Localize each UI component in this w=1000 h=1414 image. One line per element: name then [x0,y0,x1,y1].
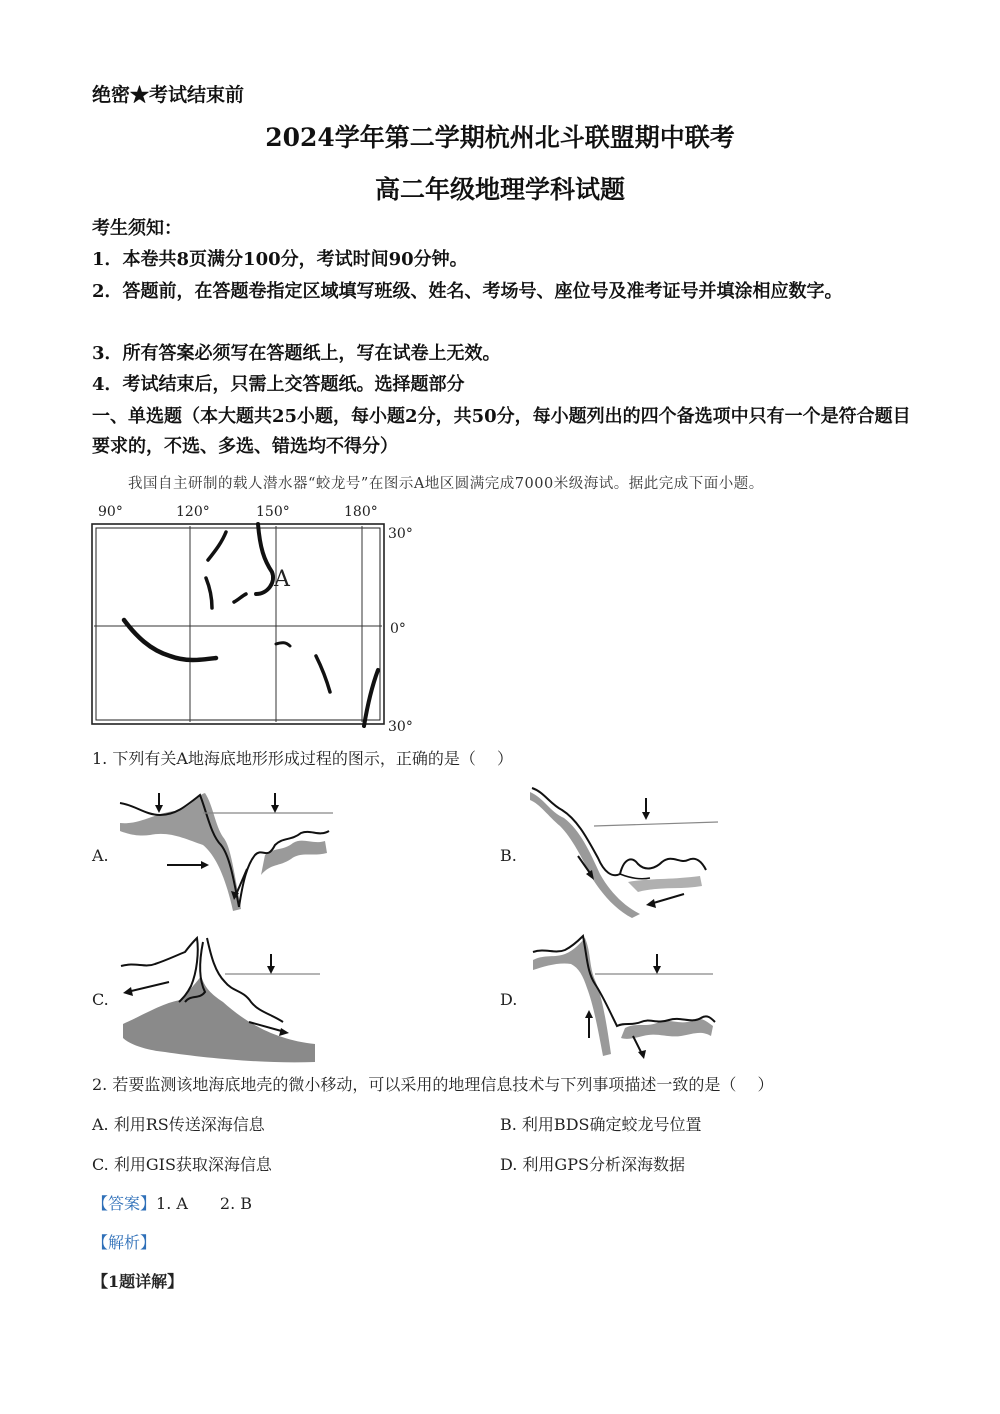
section-heading: 一、单选题（本大题共25小题，每小题2分，共50分，每小题列出的四个备选项中只有一个是符合题目要求的，不选、多选、错选均不得分） [92,406,911,457]
exam-title: 2024学年第二学期杭州北斗联盟期中联考 [265,123,735,152]
q2-option-a[interactable]: A. 利用RS传送深海信息 [92,1115,265,1134]
exam-subtitle: 高二年级地理学科试题 [374,175,625,204]
q1-option-b-label[interactable]: B. [500,846,517,865]
q1-option-a-diagram[interactable] [115,785,340,915]
trench-map [88,498,428,740]
notice-item-2: 2．答题前，在答题卷指定区域填写班级、姓名、考场号、座位号及准考证号并填涂相应数字。 [92,281,843,302]
lon-label-150: 150° [256,504,290,520]
q1-option-c-label[interactable]: C. [92,990,109,1009]
q2-option-b[interactable]: B. 利用BDS确定蛟龙号位置 [500,1115,702,1134]
analysis-label: 【解析】 [92,1233,157,1252]
question-intro: 我国自主研制的载人潜水器“蛟龙号”在图示A地区圆满完成7000米级海试。据此完成下面小题。 [128,476,764,492]
q1-option-d-diagram[interactable] [525,932,720,1060]
secret-label: 绝密★考试结束前 [92,84,245,106]
question-2-stem: 2. 若要监测该地海底地壳的微小移动，可以采用的地理信息技术与下列事项描述一致的是（ ） [92,1075,774,1094]
q1-option-c-diagram[interactable] [115,932,320,1067]
lon-label-90: 90° [98,504,123,520]
lon-label-120: 120° [176,504,210,520]
lon-label-180: 180° [344,504,378,520]
q2-option-d[interactable]: D. 利用GPS分析深海数据 [500,1155,685,1174]
question-1-stem: 1. 下列有关A地海底地形形成过程的图示，正确的是（ ） [92,749,513,768]
notice-item-1: 1．本卷共8页满分100分，考试时间90分钟。 [92,249,468,270]
detail-label: 【1题详解】 [92,1272,184,1291]
q1-option-a-label[interactable]: A. [92,846,109,865]
answer-label: 【答案】 [92,1194,157,1213]
lat-label-0: 0° [390,621,406,637]
notice-item-3: 3．所有答案必须写在答题纸上，写在试卷上无效。 [92,343,501,364]
answer-line [92,1191,252,1214]
notice-item-4: 4．考试结束后，只需上交答题纸。选择题部分 [92,374,465,395]
point-a-label: A [274,567,290,592]
q1-option-d-label[interactable]: D. [500,990,518,1009]
answer-values: 1. A 2. B [156,1194,253,1213]
lat-label-30s: 30° [388,719,413,735]
notice-heading: 考生须知： [92,218,182,239]
q1-option-b-diagram[interactable] [520,782,720,922]
lat-label-30n: 30° [388,526,413,542]
q2-option-c[interactable]: C. 利用GIS获取深海信息 [92,1155,272,1174]
